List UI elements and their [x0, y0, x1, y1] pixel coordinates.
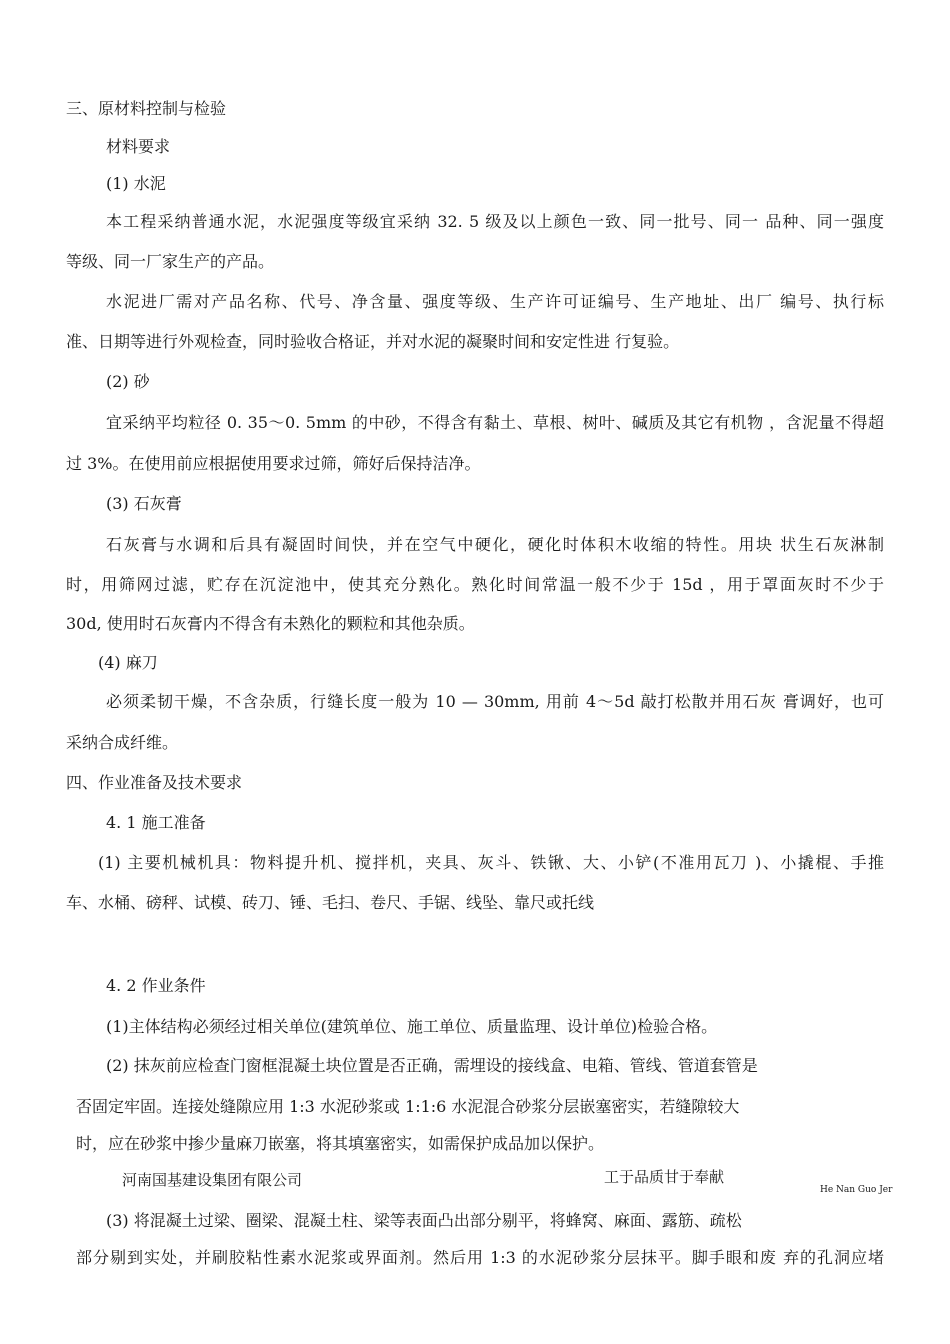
paragraph-line: 过 3%。在使用前应根据使用要求过筛，筛好后保持洁净。 [66, 454, 481, 473]
item-heading-lime-paste: (3) 石灰膏 [106, 494, 182, 513]
paragraph-line: 否固定牢固。连接处缝隙应用 1:3 水泥砂浆或 1:1:6 水泥混合砂浆分层嵌塞密实，若缝隙较大 [76, 1097, 740, 1116]
paragraph-line: 水泥进厂需对产品名称、代号、净含量、强度等级、生产许可证编号、生产地址、出厂 编号、执行标 [106, 292, 884, 311]
paragraph-line: 车、水桶、磅秤、试模、砖刀、锤、毛扫、卷尺、手锯、线坠、靠尺或托线 [66, 893, 595, 912]
subheading-material-requirements: 材料要求 [106, 137, 171, 156]
footer-company-name: 河南国基建设集团有限公司 [122, 1171, 303, 1189]
footer-slogan: 工于品质甘于奉献 [604, 1168, 725, 1186]
paragraph-line: (2) 抹灰前应检查门窗框混凝土块位置是否正确，需埋设的接线盒、电箱、管线、管道套管是 [106, 1056, 758, 1075]
subheading-construction-prep: 4. 1 施工准备 [106, 813, 206, 832]
section-heading-3: 三、原材料控制与检验 [66, 99, 227, 118]
paragraph-line: (1) 主要机械机具：物料提升机、搅拌机，夹具、灰斗、铁锹、大、小铲(不准用瓦刀 )、小撬棍、手推 [98, 853, 884, 872]
paragraph-line: 时，应在砂浆中掺少量麻刀嵌塞，将其填塞密实，如需保护成品加以保护。 [76, 1134, 605, 1153]
paragraph-line: 石灰膏与水调和后具有凝固时间快，并在空气中硬化，硬化时体积木收缩的特性。用块 状生石灰淋制 [106, 535, 884, 554]
paragraph-line: 30d, 使用时石灰膏内不得含有未熟化的颗粒和其他杂质。 [66, 614, 475, 633]
paragraph-line: 宜采纳平均粒径 0. 35〜0. 5mm 的中砂，不得含有黏土、草根、树叶、碱质及其它有机物 ，含泥量不得超 [106, 413, 884, 432]
item-heading-hemp: (4) 麻刀 [98, 653, 158, 672]
section-heading-4: 四、作业准备及技术要求 [66, 773, 243, 792]
paragraph-line: (1)主体结构必须经过相关单位(建筑单位、施工单位、质量监理、设计单位)检验合格。 [106, 1017, 718, 1036]
subheading-work-conditions: 4. 2 作业条件 [106, 976, 206, 995]
paragraph-line: 准、日期等进行外观检查，同时验收合格证，并对水泥的凝聚时间和安定性进 行复验。 [66, 332, 680, 351]
paragraph-line: 等级、同一厂家生产的产品。 [66, 252, 275, 271]
paragraph-line: 必须柔韧干燥，不含杂质，行缝长度一般为 10 — 30mm, 用前 4〜5d 敲打松散并用石灰 膏调好，也可 [106, 692, 884, 711]
paragraph-line: 采纳合成纤维。 [66, 733, 179, 752]
paragraph-line: 部分剔到实处，并刷胶粘性素水泥浆或界面剂。然后用 1:3 的水泥砂浆分层抹平。脚手眼和废 弃的孔洞应堵 [76, 1248, 884, 1267]
paragraph-line: (3) 将混凝土过梁、圈梁、混凝土柱、梁等表面凸出部分剔平，将蜂窝、麻面、露筋、疏松 [106, 1211, 742, 1230]
paragraph-line: 时，用筛网过滤，贮存在沉淀池中，使其充分熟化。熟化时间常温一般不少于 15d ，用于罩面灰时不少于 [66, 575, 884, 594]
item-heading-cement: (1) 水泥 [106, 174, 166, 193]
paragraph-line: 本工程采纳普通水泥，水泥强度等级宜采纳 32. 5 级及以上颜色一致、同一批号、同一 品种、同一强度 [106, 212, 884, 231]
footer-pinyin: He Nan Guo Jer [820, 1185, 893, 1195]
item-heading-sand: (2) 砂 [106, 372, 150, 391]
